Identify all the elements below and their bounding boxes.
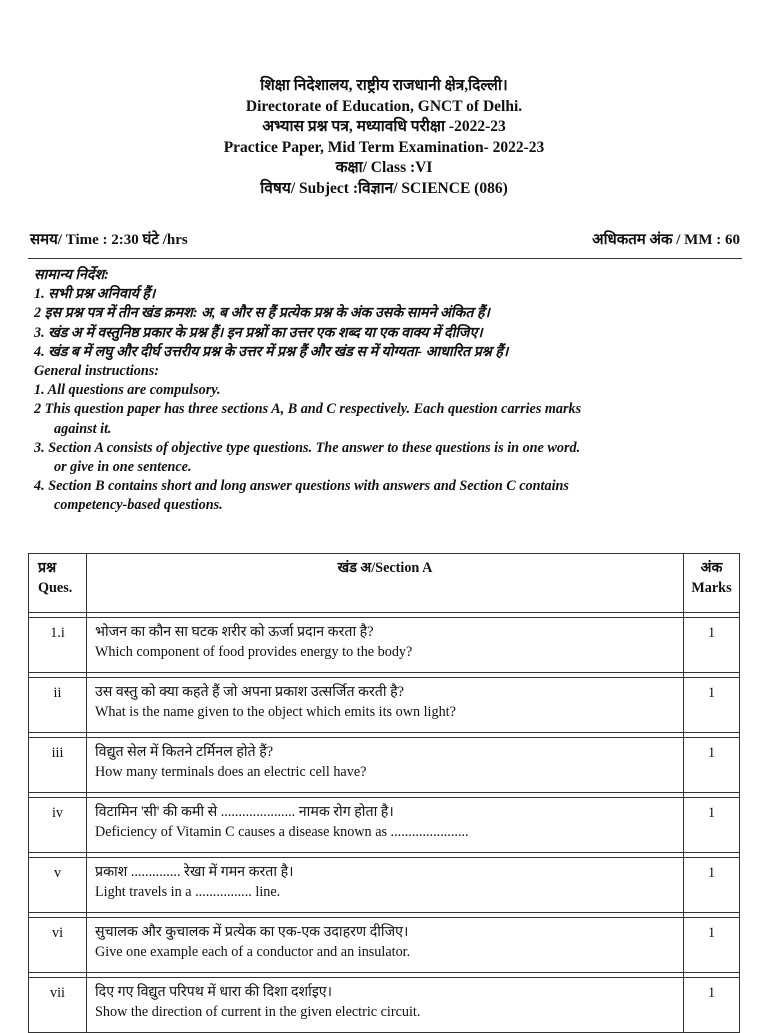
instruction-english-4: 4. Section B contains short and long answer questions with answers and Section C contains [34,478,569,495]
paper-title-english: Practice Paper, Mid Term Examination- 2022-23 [223,138,545,156]
instruction-hindi-3: 3. खंड अ में वस्तुनिष्ठ प्रकार के प्रश्न हैं। इन प्रश्नों का उत्तर एक शब्द या एक वाक्य में दीजिए। [34,324,483,341]
section-column-header: खंड अ/Section A [87,554,684,613]
question-marks: 1 [684,978,740,1033]
instruction-hindi-4: 4. खंड ब में लघु और दीर्घ उत्तरीय प्रश्न के उत्तर में प्रश्न हैं और खंड स में योग्यता- आधारित प्रश्न हैं। [34,343,509,360]
table-row [29,858,740,913]
instruction-english-1: 1. All questions are compulsory. [34,382,221,399]
directorate-hindi: शिक्षा निदेशालय, राष्ट्रीय राजधानी क्षेत्र,दिल्ली। [260,77,508,94]
question-marks: 1 [684,798,740,853]
header-divider [28,258,742,259]
ques-header-english: Ques. [38,580,73,596]
table-row [29,978,740,1033]
instruction-english-2: 2 This question paper has three sections A, B and C respectively. Each question carries marks [34,401,582,418]
question-text [87,918,684,973]
question-english: Deficiency of Vitamin C causes a disease known as ...................... [95,824,469,840]
instructions-title-hindi: सामान्य निर्देश: [34,267,109,283]
question-hindi: भोजन का कौन सा घटक शरीर को ऊर्जा प्रदान करता है? [95,624,374,640]
question-marks: 1 [684,678,740,733]
question-english: Which component of food provides energy to the body? [95,644,413,660]
table-row [29,618,740,673]
instructions-title-english: General instructions: [34,363,159,380]
marks-header-english: Marks [691,580,732,596]
directorate-english: Directorate of Education, GNCT of Delhi. [245,97,523,115]
table-row [29,738,740,793]
question-english: How many terminals does an electric cell have? [95,764,367,780]
instruction-english-3-cont: or give in one sentence. [54,459,192,476]
question-marks: 1 [684,738,740,793]
paper-header [0,76,768,199]
question-text [87,738,684,793]
question-english: What is the name given to the object which emits its own light? [95,704,456,720]
question-hindi: दिए गए विद्युत परिपथ में धारा की दिशा दर्शाइए। [95,984,333,1000]
question-hindi: सुचालक और कुचालक में प्रत्येक का एक-एक उदाहरण दीजिए। [95,924,409,940]
question-hindi: प्रकाश .............. रेखा में गमन करता है। [95,864,294,880]
ques-column-header [29,554,87,613]
section-a-table [28,553,740,1033]
question-marks: 1 [684,918,740,973]
question-text [87,618,684,673]
table-row [29,918,740,973]
question-marks: 1 [684,618,740,673]
marks-header-hindi: अंक [700,560,723,576]
time-label: समय/ Time : 2:30 घंटे /hrs [30,232,188,248]
question-number: vi [29,918,87,973]
subject-line: विषय/ Subject :विज्ञान/ SCIENCE (086) [260,179,508,197]
class-line: कक्षा/ Class :VI [335,159,433,176]
question-number: ii [29,678,87,733]
instruction-english-2-cont: against it. [54,420,112,437]
general-instructions [34,266,740,516]
question-number: vii [29,978,87,1033]
instruction-hindi-1: 1. सभी प्रश्न अनिवार्य हैं। [34,286,156,303]
question-english: Light travels in a ................ line. [95,884,281,900]
question-hindi: विटामिन 'सी' की कमी से ..................... नामक रोग होता है। [95,804,394,820]
table-row [29,678,740,733]
table-row [29,798,740,853]
table-header-row [29,554,740,613]
time-marks-row [30,229,740,249]
question-text [87,978,684,1033]
marks-column-header [684,554,740,613]
max-marks-label: अधिकतम अंक / MM : 60 [592,232,740,248]
question-text [87,678,684,733]
question-text [87,858,684,913]
question-hindi: विद्युत सेल में कितने टर्मिनल होते हैं? [95,744,274,760]
instruction-hindi-2: 2 इस प्रश्न पत्र में तीन खंड क्रमश: अ, ब और स हैं प्रत्येक प्रश्न के अंक उसके सामने अंकित हैं। [34,305,490,322]
question-english: Show the direction of current in the given electric circuit. [95,1004,421,1020]
instruction-english-4-cont: competency-based questions. [54,497,223,514]
question-marks: 1 [684,858,740,913]
question-text [87,798,684,853]
question-number: iii [29,738,87,793]
paper-title-hindi: अभ्यास प्रश्न पत्र, मध्यावधि परीक्षा -2022-23 [262,118,506,135]
ques-header-hindi: प्रश्न [38,560,57,576]
instruction-english-3: 3. Section A consists of objective type questions. The answer to these questions is in one word. [34,439,581,456]
question-hindi: उस वस्तु को क्या कहते हैं जो अपना प्रकाश उत्सर्जित करती है? [95,684,404,700]
question-number: iv [29,798,87,853]
question-number: 1.i [29,618,87,673]
question-number: v [29,858,87,913]
question-english: Give one example each of a conductor and an insulator. [95,944,411,960]
